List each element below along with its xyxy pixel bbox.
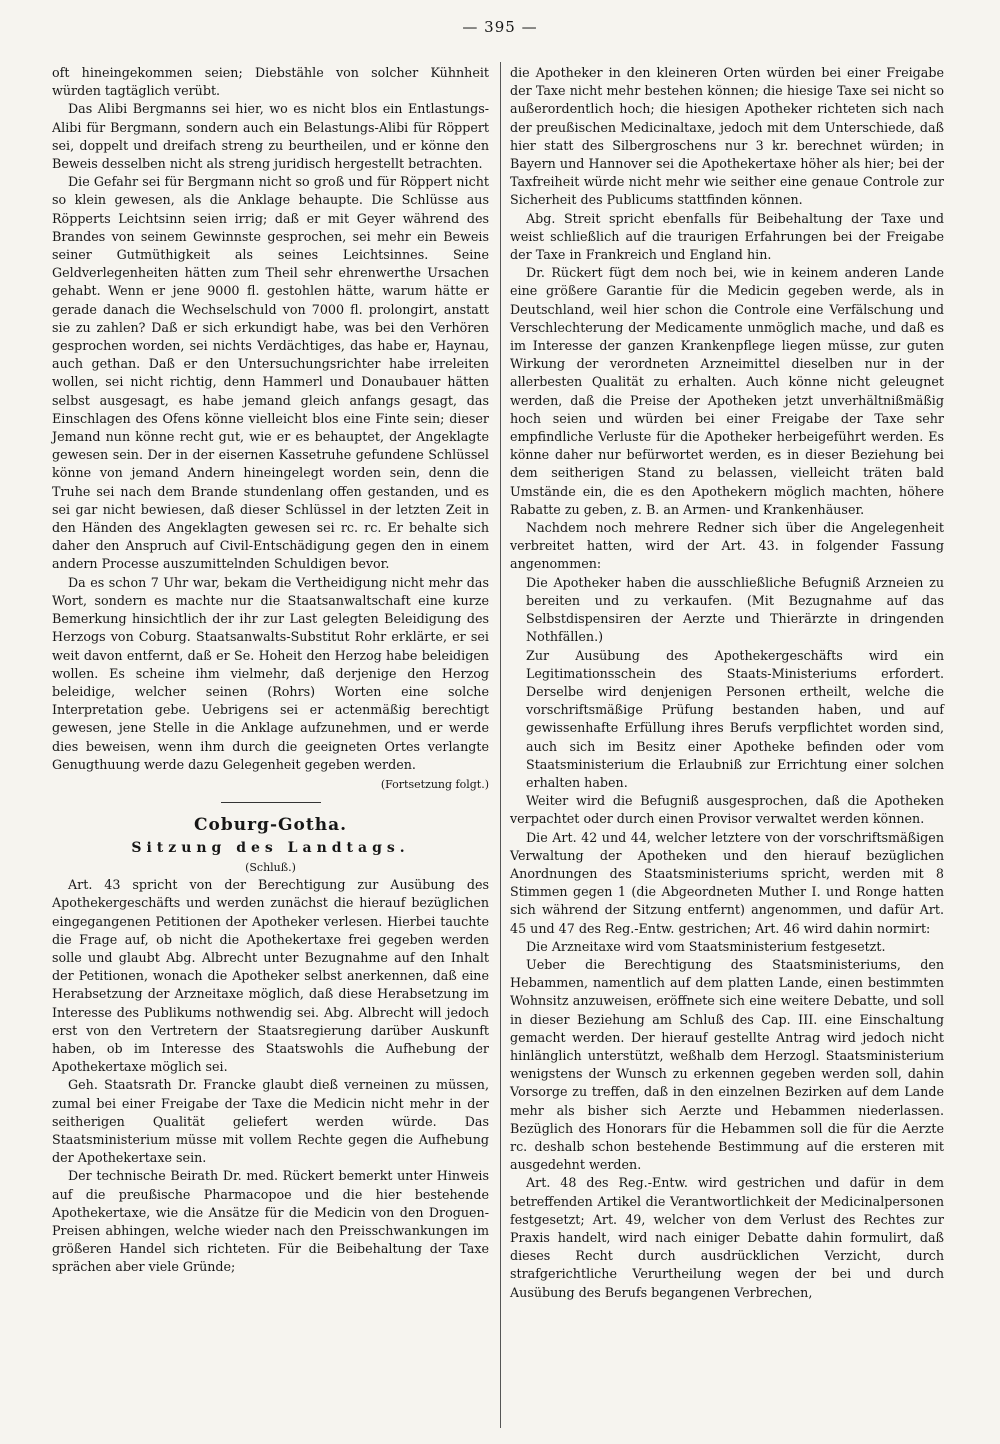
- quoted-article: Zur Ausübung des Apothekergeschäfts wird ein Legitimationsschein des Staats-Ministeriums erfordert. Derselbe wird denjenigen Personen ertheilt, welche die vorschriftsmäßige Prüfung bestanden haben, und auf gewissenhafte Erfüllung ihres Berufs verpflichtet worden sind, auch sich im Besitz einer Apotheke befinden oder vom Staatsministerium die Erlaubniß zur Errichtung einer solchen erhalten haben.: [526, 647, 944, 790]
- paragraph: Abg. Streit spricht ebenfalls für Beibehaltung der Taxe und weist schließlich auf die traurigen Erfahrungen bei der Freigabe der Taxe in Frankreich und England hin.: [510, 210, 944, 263]
- quoted-article: Die Arzneitaxe wird vom Staatsministerium festgesetzt.: [526, 938, 886, 954]
- section-title: Coburg-Gotha.: [193, 815, 348, 836]
- paragraph: Nachdem noch mehrere Redner sich über die Angelegenheit verbreitet hatten, wird der Art. 43. in folgender Fassung angenommen:: [510, 520, 944, 572]
- quoted-article: Die Apotheker haben die ausschließliche Befugniß Arzneien zu bereiten und zu verkaufen. (Mit Bezugnahme auf das Selbstdispensiren der Aerzte und Thierärzte in dringenden Nothfällen.): [526, 574, 944, 645]
- continued-note: (Fortsetzung folgt.): [380, 777, 489, 791]
- paragraph: Die Gefahr sei für Bergmann nicht so groß und für Röppert nicht so klein gewesen, als die Anklage behaupte. Die Schlüsse aus Röpperts Leichtsinn seien irrig; daß er mit Geyer während des Brandes von seinem Gewinnste gesprochen, sei mehr ein Beweis seiner Gutmüthigkeit als seines Leichtsinnes. Seine Geldverlegenheiten hätten zum Theil sehr ehrenwerthe Ursachen gehabt. Wenn er jene 9000 fl. gestohlen hätte, warum hätte er gerade danach die Wechselschuld von 7000 fl. prolongirt, anstatt sie zu zahlen? Daß er sich erkundigt habe, was bei den Verhören gesprochen worden, sei nichts Verdächtiges, das habe er, Haynau, auch gethan. Daß er den Untersuchungsrichter habe irreleiten wollen, sei nicht richtig, denn Hammerl und Donaubauer hätten selbst ausgesagt, es habe jemand gleich anfangs gesagt, das Einschlagen des Ofens könne vielleicht blos eine Finte sein; dieser Jemand nun könne recht gut, wie er es behauptet, der Angeklagte gewesen sein. Der in der eisernen Kassetruhe gefundene Schlüssel könne von jemand Andern hineingelegt worden sein, denn die Truhe sei nach dem Brande stundenlang offen gestanden, und es sei gar nicht bewiesen, daß dieser Schlüssel in der letzten Zeit in den Händen des Angeklagten gewesen sei rc. rc. Er behalte sich daher den Anspruch auf Civil-Entschädigung gegen den in einem andern Processe auszumittelnden Schuldigen bevor.: [52, 174, 489, 572]
- paragraph: oft hineingekommen seien; Diebstähle von solcher Kühnheit würden tagtäglich verübt.: [52, 65, 489, 99]
- column-divider: [500, 62, 501, 1428]
- paragraph: Das Alibi Bergmanns sei hier, wo es nicht blos ein Entlastungs-Alibi für Bergmann, sondern auch ein Belastungs-Alibi für Röppert sei, doppelt und dreifach streng zu beurtheilen, und er könne den Beweis desselben nicht als streng juridisch hergestellt betrachten.: [52, 101, 489, 172]
- section-subtitle: Sitzung des Landtags.: [131, 840, 410, 857]
- paragraph: Der technische Beirath Dr. med. Rückert bemerkt unter Hinweis auf die preußische Pharmacopoe und die hier bestehende Apothekertaxe, wie die Ansätze für die Medicin von den Droguen-Preisen abhingen, welche wieder nach den Preisschwankungen im größeren Handel sich richteten. Für die Beibehaltung der Taxe sprächen aber viele Gründe;: [52, 1168, 489, 1275]
- paragraph: Ueber die Berechtigung des Staatsministeriums, den Hebammen, namentlich auf dem platten Lande, einen bestimmten Wohnsitz anzuweisen, eröffnete sich eine weitere Debatte, und soll in dieser Beziehung am Schluß des Cap. III. eine Einschaltung gemacht werden. Der hierauf gestellte Antrag wird jedoch nicht hinlänglich unterstützt, weßhalb dem Herzogl. Staatsministerium wenigstens der Wunsch zu erkennen gegeben werden soll, dahin Vorsorge zu treffen, daß in den einzelnen Bezirken auf dem Lande mehr als bisher sich Aerzte und Hebammen niederlassen. Bezüglich des Honorars für die Hebammen soll die für die Aerzte rc. deshalb schon bestehende Bestimmung auf die ersteren mit ausgedehnt werden.: [510, 956, 944, 1173]
- paragraph: Die Art. 42 und 44, welcher letztere von der vorschriftsmäßigen Verwaltung der Apotheken und den hierauf bezüglichen Anordnungen des Staatsministeriums spricht, werden mit 8 Stimmen gegen 1 (die Abgeordneten Muther I. und Ronge hatten sich während der Sitzung entfernt) angenommen, und dafür Art. 45 und 47 des Reg.-Entw. gestrichen; Art. 46 wird dahin normirt:: [510, 829, 944, 936]
- right-column: [510, 64, 944, 1302]
- paragraph: Art. 48 des Reg.-Entw. wird gestrichen und dafür in dem betreffenden Artikel die Verantwortlichkeit der Medicinalpersonen festgesetzt; Art. 49, welcher von dem Verlust des Rechtes zur Praxis handelt, wird nach einiger Debatte dahin formulirt, daß dieses Recht durch ausdrücklichen Verzicht, durch strafgerichtliche Verurtheilung wegen der bei und durch Ausübung des Berufs begangenen Verbrechen,: [510, 1175, 944, 1300]
- paragraph: Geh. Staatsrath Dr. Francke glaubt dieß verneinen zu müssen, zumal bei einer Freigabe der Taxe die Medicin nicht mehr in der seitherigen Qualität geliefert werden würde. Das Staatsministerium müsse mit vollem Rechte gegen die Aufhebung der Apothekertaxe sein.: [52, 1077, 489, 1166]
- paragraph: die Apotheker in den kleineren Orten würden bei einer Freigabe der Taxe nicht mehr bestehen können; die hiesige Taxe sei nicht so außerordentlich hoch; die hiesigen Apotheker richteten sich nach der preußischen Medicinaltaxe, jedoch mit dem Unterschiede, daß hier statt des Silbergroschens nur 3 kr. berechnet würden; in Bayern und Hannover sei die Apothekertaxe höher als hier; bei der Taxfreiheit würde nicht mehr wie seither eine genaue Controle zur Sicherheit des Publicums stattfinden können.: [510, 65, 944, 208]
- page-number: — 395 —: [462, 18, 538, 36]
- paragraph: Dr. Rückert fügt dem noch bei, wie in keinem anderen Lande eine größere Garantie für die Medicin gegeben werde, als in Deutschland, weil hier schon die Controle eine Verfälschung und Verschlechterung der Medicamente unmöglich mache, und daß es im Interesse der ganzen Krankenpflege liegen müsse, zur guten Wirkung der verordneten Arzneimittel dieselben nur in der allerbesten Qualität zu erhalten. Auch könne nicht geleugnet werden, daß die Preise der Apotheken jetzt unverhältnißmäßig hoch seien und würden bei einer Freigabe der Taxe sehr empfindliche Verluste für die Apotheker herbeigeführt werden. Es könne daher nur befürwortet werden, es in dieser Beziehung bei dem seitherigen Stand zu belassen, vielleicht träten bald Umstände ein, die es den Apothekern möglich machten, höhere Rabatte zu geben, z. B. an Armen- und Krankenhäuser.: [510, 265, 944, 517]
- paragraph: Weiter wird die Befugniß ausgesprochen, daß die Apotheken verpachtet oder durch einen Provisor verwaltet werden können.: [510, 793, 944, 827]
- paragraph: Da es schon 7 Uhr war, bekam die Vertheidigung nicht mehr das Wort, sondern es machte nur die Staatsanwaltschaft eine kurze Bemerkung hinsichtlich der ihr zur Last gelegten Beleidigung des Herzogs von Coburg. Staatsanwalts-Substitut Rohr erklärte, er sei weit davon entfernt, daß er Se. Hoheit den Herzog habe beleidigen wollen. Es scheine ihm vielmehr, daß derjenige den Herzog beleidige, welcher seinen (Rohrs) Worten eine solche Interpretation gebe. Uebrigens sei er actenmäßig berechtigt gewesen, jene Stelle in die Anklage aufzunehmen, und er werde dies beweisen, wenn ihm durch die geeigneten Ortes verlangte Genugthuung werde dazu Gelegenheit gegeben werden.: [52, 574, 489, 772]
- paragraph: Art. 43 spricht von der Berechtigung zur Ausübung des Apothekergeschäfts und werden zunächst die hierauf bezüglichen eingegangenen Petitionen der Apotheker verlesen. Hierbei tauchte die Frage auf, ob nicht die Apothekertaxe frei gegeben werden solle und glaubt Abg. Albrecht unter Bezugnahme auf den Inhalt der Petitionen, wonach die Apotheker selbst anerkennen, daß eine Herabsetzung der Arzneitaxe möglich, daß diese Herabsetzung im Interesse des Publikums nothwendig sei. Abg. Albrecht will jedoch erst von den Vertretern der Staatsregierung darüber Auskunft haben, ob im Interesse des Staatswohls die Aufhebung der Apothekertaxe möglich sei.: [52, 877, 489, 1075]
- section-divider: [221, 802, 321, 803]
- left-column: [52, 64, 489, 1277]
- section-note: (Schluß.): [245, 861, 296, 875]
